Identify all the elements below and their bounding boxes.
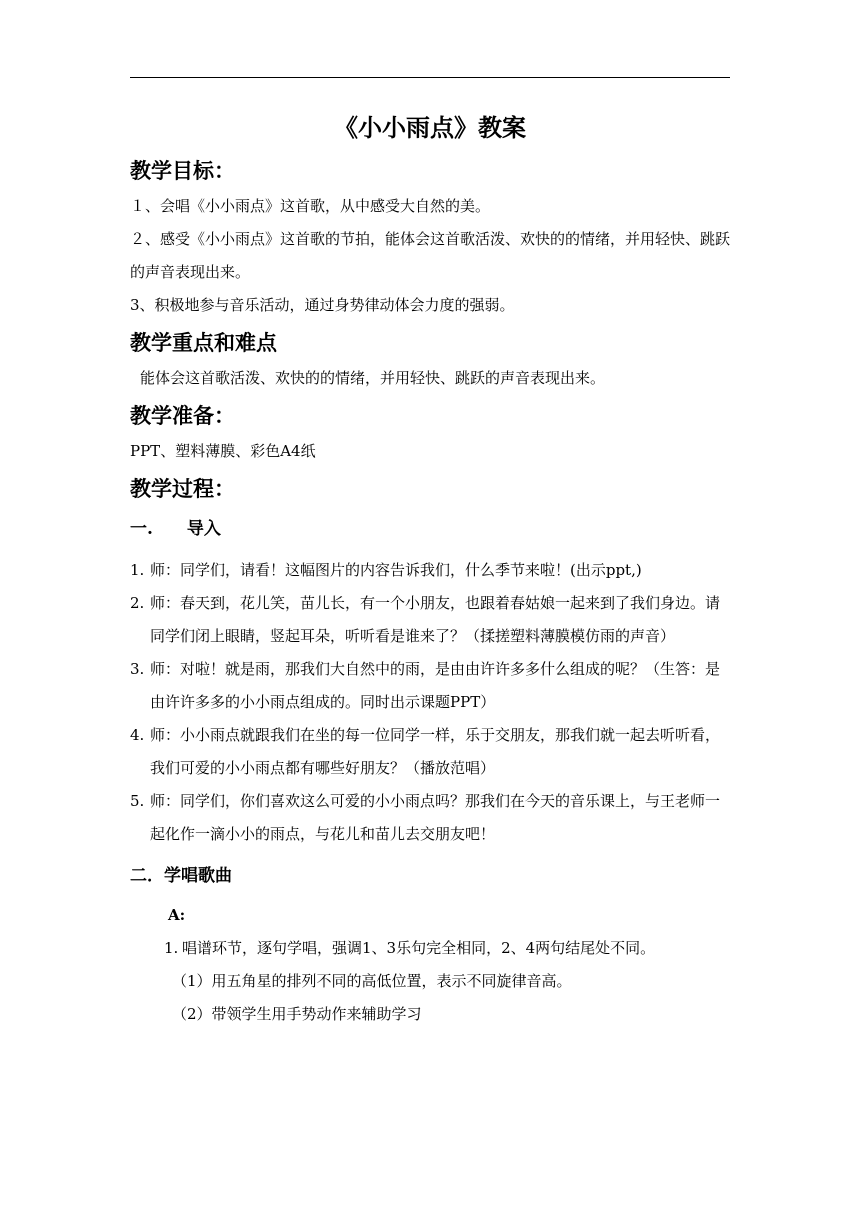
step-text: 师：小小雨点就跟我们在坐的每一位同学一样，乐于交朋友，那我们就一起去听听看，我们可爱的小小雨点都有哪些好朋友？（播放范唱） (150, 726, 721, 777)
goal-item: １、会唱《小小雨点》这首歌，从中感受大自然的美。 (130, 197, 491, 215)
step-number: 5. (130, 792, 145, 810)
goals-heading: 教学目标： (130, 158, 235, 183)
section-2-body (130, 899, 730, 965)
goals-list (130, 190, 730, 322)
part-label: A: (168, 906, 186, 924)
sub-step: （1）用五角星的排列不同的高低位置，表示不同旋律音高。 (172, 972, 572, 990)
intro-steps (130, 554, 730, 851)
step-text: 师：春天到，花儿笑，苗儿长，有一个小朋友，也跟着春姑娘一起来到了我们身边。请同学们闭上眼睛，竖起耳朵，听听看是谁来了？（揉搓塑料薄膜模仿雨的声音） (150, 594, 721, 645)
list-item (130, 719, 730, 785)
step-number: 3. (130, 660, 145, 678)
keypoints-text: 能体会这首歌活泼、欢快的的情绪，并用轻快、跳跃的声音表现出来。 (140, 369, 606, 387)
goal-item: ２、感受《小小雨点》这首歌的节拍，能体会这首歌活泼、欢快的的情绪，并用轻快、跳跃的声音表现出来。 (130, 230, 731, 281)
section-2-heading: 二．学唱歌曲 (130, 866, 232, 886)
sub-steps (130, 965, 730, 1031)
step-number: 4. (130, 726, 145, 744)
section-1-heading (130, 514, 730, 544)
list-item (130, 653, 730, 719)
step-text: 师：同学们，你们喜欢这么可爱的小小雨点吗？那我们在今天的音乐课上，与王老师一起化作一滴小小的雨点，与花儿和苗儿去交朋友吧！ (150, 792, 721, 843)
step-text: 师：同学们，请看！这幅图片的内容告诉我们，什么季节来啦！(出示ppt,) (150, 561, 642, 579)
prep-heading: 教学准备： (130, 403, 235, 428)
sub-step: （2）带领学生用手势动作来辅助学习 (172, 1005, 422, 1023)
list-item (130, 587, 730, 653)
list-item (164, 932, 730, 965)
keypoints-heading: 教学重点和难点 (130, 330, 277, 355)
prep-text: PPT、塑料薄膜、彩色A4纸 (130, 442, 316, 460)
header-rule (130, 77, 730, 78)
list-item (130, 785, 730, 851)
section-1-title: 导入 (186, 519, 221, 539)
step-number: 1. (164, 939, 179, 957)
step-text: 师：对啦！就是雨，那我们大自然中的雨，是由由许许多多什么组成的呢？（生答：是由许许多多的小小雨点组成的。同时出示课题PPT） (150, 660, 721, 711)
step-number: 2. (130, 594, 145, 612)
step-number: 1. (130, 561, 145, 579)
document-title: 《小小雨点》教案 (334, 113, 526, 142)
list-item (130, 554, 730, 587)
process-heading: 教学过程： (130, 476, 235, 501)
document-page (130, 108, 730, 1031)
step-text: 唱谱环节，逐句学唱，强调1、3乐句完全相同，2、4两句结尾处不同。 (182, 939, 656, 957)
goal-item: 3、积极地参与音乐活动，通过身势律动体会力度的强弱。 (130, 296, 515, 314)
section-1-number: 一. (130, 519, 153, 539)
